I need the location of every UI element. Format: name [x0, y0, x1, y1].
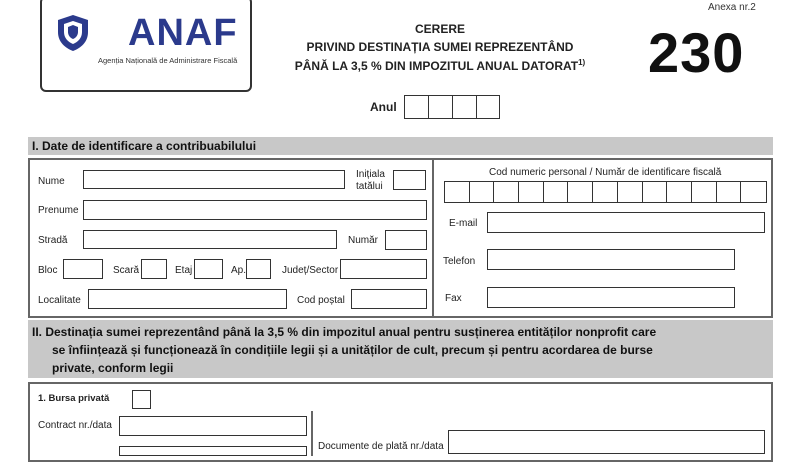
strada-input[interactable]: [83, 230, 337, 249]
documente-input[interactable]: [448, 430, 765, 454]
localitate-label: Localitate: [38, 295, 81, 306]
year-input[interactable]: [404, 95, 500, 119]
numar-label: Număr: [348, 235, 379, 246]
form-title-line3: [290, 58, 590, 73]
scara-input[interactable]: [141, 259, 167, 279]
email-label: E-mail: [449, 218, 478, 229]
section2-divider: [311, 411, 313, 456]
year-digit: [405, 96, 429, 118]
section2-title-line2: se înființează și funcționează în condițiile legii și a unităților de cult, precum și pentru acordarea de burse: [52, 343, 653, 357]
prenume-input[interactable]: [83, 200, 427, 220]
documente-label: Documente de plată nr./data: [318, 441, 444, 452]
form-number: 230: [648, 21, 745, 84]
prenume-label: Prenume: [38, 205, 79, 216]
initiala-label-2: tatălui: [356, 181, 383, 192]
cnp-digit: [643, 182, 668, 202]
section2-title-line3: private, conform legii: [52, 361, 174, 375]
ap-input[interactable]: [246, 259, 271, 279]
anaf-logo-frame: [40, 0, 252, 92]
contract-input[interactable]: [119, 416, 307, 436]
year-digit: [429, 96, 453, 118]
second-row-input[interactable]: [119, 446, 307, 456]
numar-input[interactable]: [385, 230, 427, 250]
section1-title: I. Date de identificare a contribuabilului: [28, 137, 773, 155]
judet-label: Județ/Sector: [282, 265, 339, 276]
bursa-checkbox[interactable]: [132, 390, 151, 409]
section1-divider: [432, 160, 434, 316]
contract-label: Contract nr./data: [38, 420, 112, 431]
fax-input[interactable]: [487, 287, 735, 308]
etaj-input[interactable]: [194, 259, 223, 279]
form-title-line3-text: PÂNĂ LA 3,5 % DIN IMPOZITUL ANUAL DATORAT: [294, 59, 579, 73]
strada-label: Stradă: [38, 235, 68, 246]
scara-label: Scară: [113, 265, 140, 276]
section2-title: [28, 320, 773, 378]
telefon-label: Telefon: [443, 256, 476, 267]
cnp-digit: [593, 182, 618, 202]
nume-input[interactable]: [83, 170, 345, 189]
cnp-input[interactable]: [444, 181, 767, 203]
cod-postal-label: Cod poștal: [297, 295, 345, 306]
cnp-digit: [544, 182, 569, 202]
cnp-label: Cod numeric personal / Număr de identificare fiscală: [489, 167, 722, 178]
ap-label: Ap.: [231, 265, 247, 276]
anaf-logo-text: ANAF: [128, 12, 238, 54]
nume-label: Nume: [38, 176, 65, 187]
email-input[interactable]: [487, 212, 765, 233]
cnp-digit: [667, 182, 692, 202]
form-title-footnote: 1): [578, 58, 586, 67]
initiala-label-1: Inițiala: [356, 169, 385, 180]
form-title-line1: CERERE: [414, 22, 465, 36]
anaf-shield-icon: [56, 14, 90, 52]
cnp-digit: [470, 182, 495, 202]
cnp-digit: [519, 182, 544, 202]
form-title-line2: PRIVIND DESTINAȚIA SUMEI REPREZENTÂND: [306, 40, 574, 54]
telefon-input[interactable]: [487, 249, 735, 270]
etaj-label: Etaj: [175, 265, 193, 276]
cod-postal-input[interactable]: [351, 289, 427, 309]
annex-label: Anexa nr.2: [708, 2, 756, 13]
cnp-digit: [618, 182, 643, 202]
fax-label: Fax: [445, 293, 462, 304]
initiala-input[interactable]: [393, 170, 426, 190]
bloc-input[interactable]: [63, 259, 103, 279]
section2-title-line1: II. Destinația sumei reprezentând până la 3,5 % din impozitul anual pentru susținerea entităților nonprofit care: [32, 325, 657, 339]
bloc-label: Bloc: [38, 265, 58, 276]
cnp-digit: [494, 182, 519, 202]
year-digit: [453, 96, 477, 118]
agency-name: Agenția Națională de Administrare Fiscală: [98, 56, 238, 65]
localitate-input[interactable]: [88, 289, 287, 309]
judet-input[interactable]: [340, 259, 427, 279]
cnp-digit: [692, 182, 717, 202]
cnp-digit: [568, 182, 593, 202]
bursa-label: 1. Bursa privată: [38, 393, 110, 404]
year-label: Anul: [370, 100, 397, 114]
cnp-digit: [717, 182, 742, 202]
cnp-digit: [445, 182, 470, 202]
